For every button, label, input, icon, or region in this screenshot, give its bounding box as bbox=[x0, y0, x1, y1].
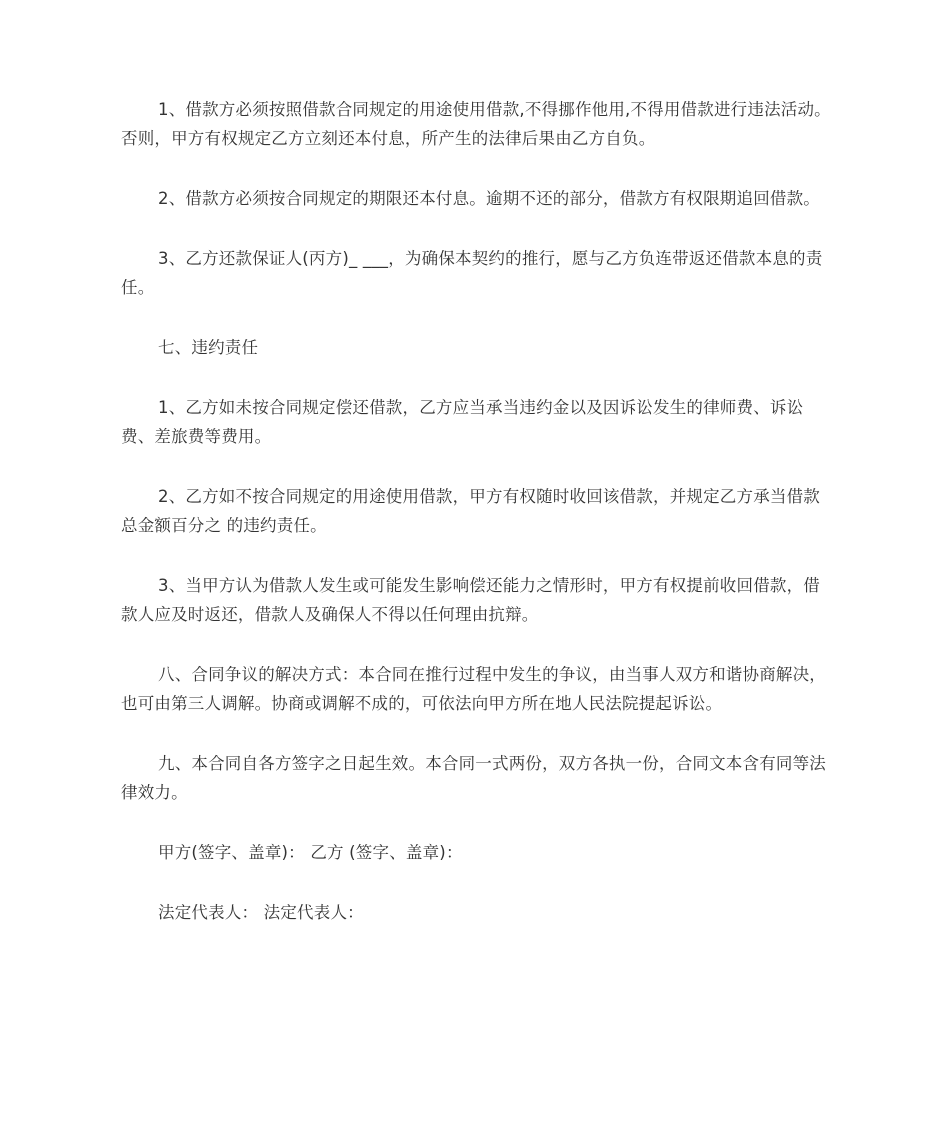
legal-representative-line: 法定代表人： 法定代表人： bbox=[158, 903, 364, 922]
document-body bbox=[121, 95, 833, 958]
effectiveness-clause: 九、本合同自各方签字之日起生效。本合同一式两份，双方各执一份，合同文本含有同等法律效力。 bbox=[121, 754, 826, 802]
clause-1-usage: 1、借款方必须按照借款合同规定的用途使用借款,不得挪作他用,不得用借款进行违法活动。否则，甲方有权规定乙方立刻还本付息，所产生的法律后果由乙方自负。 bbox=[121, 100, 831, 148]
clause-2-repayment-term: 2、借款方必须按合同规定的期限还本付息。逾期不还的部分，借款方有权限期追回借款。 bbox=[158, 189, 820, 208]
breach-clause-1: 1、乙方如未按合同规定偿还借款，乙方应当承当违约金以及因诉讼发生的律师费、诉讼费、差旅费等费用。 bbox=[121, 398, 804, 446]
clause-3-guarantor: 3、乙方还款保证人(丙方)_ ___，为确保本契约的推行，愿与乙方负连带返还借款本息的责任。 bbox=[121, 249, 823, 297]
breach-clause-3: 3、当甲方认为借款人发生或可能发生影响偿还能力之情形时，甲方有权提前收回借款，借款人应及时返还，借款人及确保人不得以任何理由抗辩。 bbox=[121, 576, 820, 624]
breach-clause-2: 2、乙方如不按合同规定的用途使用借款，甲方有权随时收回该借款，并规定乙方承当借款总金额百分之 的违约责任。 bbox=[121, 487, 820, 535]
section-heading-breach: 七、违约责任 bbox=[158, 338, 259, 357]
signature-line: 甲方(签字、盖章)： 乙方 (签字、盖章)： bbox=[158, 843, 463, 862]
dispute-resolution-clause: 八、合同争议的解决方式：本合同在推行过程中发生的争议，由当事人双方和谐协商解决，也可由第三人调解。协商或调解不成的，可依法向甲方所在地人民法院提起诉讼。 bbox=[121, 665, 826, 713]
